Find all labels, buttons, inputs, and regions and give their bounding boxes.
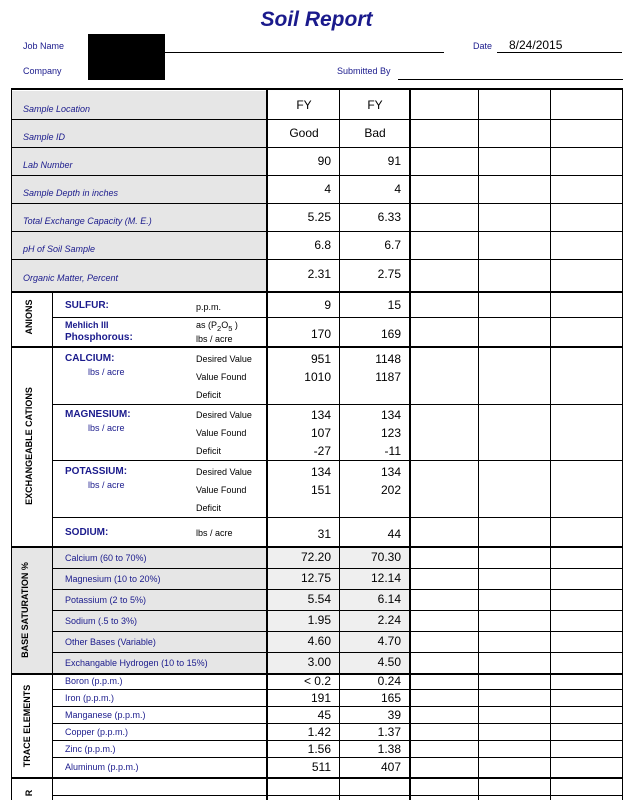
col-divider-3: [478, 88, 479, 800]
sample-id-label: Sample ID: [23, 132, 66, 142]
row-line: [52, 589, 622, 590]
job-name-line: [88, 52, 444, 53]
potassium-label: POTASSIUM:: [65, 466, 128, 477]
magnesium-desired-v2: 134: [380, 408, 401, 422]
trace-element-label: Zinc (p.p.m.): [65, 744, 116, 754]
trace-element-v1: 45: [317, 708, 331, 722]
calcium-deficit-label: Deficit: [196, 390, 222, 400]
redacted-block: [88, 34, 165, 80]
phos-unit-prefix: as (P: [196, 320, 218, 330]
calcium-found-v1: 1010: [304, 370, 331, 384]
base-saturation-label: Sodium (.5 to 3%): [65, 616, 138, 626]
row-line: [11, 259, 622, 260]
magnesium-found-v2: 123: [380, 426, 401, 440]
tec-v1: 5.25: [307, 210, 331, 224]
row-line: [52, 706, 622, 707]
sample-location-label: Sample Location: [23, 104, 91, 114]
sodium-label: SODIUM:: [65, 527, 109, 538]
magnesium-found-label: Value Found: [196, 428, 247, 438]
date-value: 8/24/2015: [509, 38, 563, 52]
table-top-border: [11, 88, 622, 90]
trace-element-label: Iron (p.p.m.): [65, 693, 115, 703]
base-saturation-v2: 4.70: [377, 634, 401, 648]
row-line: [11, 147, 622, 148]
phos-v2: 169: [380, 327, 401, 341]
potassium-found-v1: 151: [310, 483, 331, 497]
organic-label: Organic Matter, Percent: [23, 273, 119, 283]
footer-side-label: R: [24, 789, 34, 797]
row-line: [52, 568, 622, 569]
trace-element-v2: 1.38: [377, 742, 401, 756]
trace-element-v2: 407: [380, 760, 401, 774]
calcium-desired-v1: 951: [310, 352, 331, 366]
sample-id-v1: Good: [289, 126, 319, 140]
base-saturation-v1: 12.75: [300, 571, 331, 585]
section-line: [11, 346, 622, 348]
col-divider-2: [409, 88, 411, 800]
potassium-found-label: Value Found: [196, 485, 247, 495]
tec-label: Total Exchange Capacity (M. E.): [23, 216, 152, 226]
row-line: [11, 175, 622, 176]
base-saturation-v1: 72.20: [300, 550, 331, 564]
calcium-desired-v2: 1148: [375, 352, 401, 366]
magnesium-deficit-v1: -27: [313, 444, 331, 458]
ph-v2: 6.7: [384, 238, 401, 252]
table-right-border: [622, 88, 623, 800]
base-saturation-v2: 6.14: [377, 592, 401, 606]
potassium-desired-v1: 134: [310, 465, 331, 479]
report-title: Soil Report: [260, 8, 373, 31]
trace-element-v1: 1.56: [307, 742, 331, 756]
base-saturation-label: Potassium (2 to 5%): [65, 595, 147, 605]
base-saturation-label: Calcium (60 to 70%): [65, 553, 147, 563]
sulfur-v1: 9: [324, 298, 331, 312]
phos-o: O: [221, 320, 229, 330]
base-saturation-label: Exchangable Hydrogen (10 to 15%): [65, 658, 208, 668]
magnesium-desired-v1: 134: [310, 408, 331, 422]
magnesium-label: MAGNESIUM:: [65, 409, 131, 420]
trace-element-v1: < 0.2: [303, 674, 331, 688]
trace-element-v2: 39: [387, 708, 401, 722]
date-label: Date: [473, 41, 493, 51]
base-saturation-v2: 70.30: [370, 550, 401, 564]
organic-v2: 2.75: [377, 267, 401, 281]
submitted-by-line: [398, 79, 623, 80]
magnesium-deficit-v2: -11: [384, 444, 401, 458]
base-saturation-v1: 5.54: [307, 592, 331, 606]
row-line: [52, 517, 622, 518]
sample-id-v2: Bad: [364, 126, 386, 140]
row-line: [52, 795, 622, 796]
row-line: [52, 757, 622, 758]
base-saturation-side-label: BASE SATURATION %: [20, 562, 30, 658]
calcium-desired-label: Desired Value: [196, 354, 252, 364]
sodium-v2: 44: [387, 527, 401, 541]
lab-number-v2: 91: [387, 154, 401, 168]
trace-element-label: Aluminum (p.p.m.): [65, 762, 139, 772]
base-saturation-label: Other Bases (Variable): [65, 637, 156, 647]
calcium-found-label: Value Found: [196, 372, 247, 382]
base-saturation-label: Magnesium (10 to 20%): [65, 574, 161, 584]
potassium-lbs: lbs / acre: [88, 480, 125, 490]
submitted-by-label: Submitted By: [337, 66, 391, 76]
base-saturation-v1: 1.95: [307, 613, 331, 627]
date-line: [497, 52, 622, 53]
trace-element-v1: 1.42: [307, 725, 331, 739]
magnesium-deficit-label: Deficit: [196, 446, 222, 456]
trace-element-label: Boron (p.p.m.): [65, 676, 123, 686]
calcium-found-v2: 1187: [375, 370, 401, 384]
sodium-v1: 31: [317, 527, 331, 541]
phos-sub-5: 5: [228, 323, 233, 333]
row-line: [11, 231, 622, 232]
anions-side-label: ANIONS: [24, 299, 34, 335]
magnesium-desired-label: Desired Value: [196, 410, 252, 420]
phos-sub-2: 2: [217, 323, 222, 333]
magnesium-lbs: lbs / acre: [88, 423, 125, 433]
ph-label: pH of Soil Sample: [23, 244, 96, 254]
sample-depth-v1: 4: [324, 182, 331, 196]
row-line: [52, 404, 622, 405]
sample-depth-label: Sample Depth in inches: [23, 188, 119, 198]
section-line: [11, 291, 622, 293]
row-line: [52, 723, 622, 724]
row-line: [52, 631, 622, 632]
row-line: [52, 610, 622, 611]
row-line: [52, 317, 622, 318]
mehlich-label: Mehlich III: [65, 320, 109, 330]
trace-element-v2: 165: [380, 691, 401, 705]
sample-depth-v2: 4: [394, 182, 401, 196]
sample-location-v1: FY: [296, 98, 312, 112]
row-line: [52, 689, 622, 690]
lab-number-label: Lab Number: [23, 160, 73, 170]
sulfur-unit: p.p.m.: [196, 302, 222, 312]
trace-element-v2: 0.24: [377, 674, 401, 688]
row-line: [52, 460, 622, 461]
base-saturation-v2: 2.24: [377, 613, 401, 627]
potassium-deficit-label: Deficit: [196, 503, 222, 513]
potassium-desired-v2: 134: [380, 465, 401, 479]
row-line: [11, 203, 622, 204]
potassium-found-v2: 202: [380, 483, 401, 497]
organic-v1: 2.31: [307, 267, 331, 281]
trace-element-v1: 511: [311, 760, 331, 774]
phos-unit-lbs: lbs / acre: [196, 334, 233, 344]
calcium-label: CALCIUM:: [65, 353, 115, 364]
col-divider-4: [550, 88, 551, 800]
tec-v2: 6.33: [377, 210, 401, 224]
trace-element-label: Copper (p.p.m.): [65, 727, 129, 737]
trace-elements-side-label: TRACE ELEMENTS: [22, 684, 32, 768]
base-saturation-v2: 12.14: [370, 571, 401, 585]
sulfur-label: SULFUR:: [65, 300, 109, 311]
calcium-lbs: lbs / acre: [88, 367, 125, 377]
section-line: [11, 546, 622, 548]
company-label: Company: [23, 66, 62, 76]
row-line: [52, 652, 622, 653]
phosphorous-label: Phosphorous:: [65, 332, 133, 343]
sodium-unit: lbs / acre: [196, 528, 233, 538]
magnesium-found-v1: 107: [310, 426, 331, 440]
trace-element-v1: 191: [310, 691, 331, 705]
table-left-border: [11, 88, 12, 800]
trace-element-v2: 1.37: [377, 725, 401, 739]
base-saturation-v1: 4.60: [307, 634, 331, 648]
phos-v1: 170: [310, 327, 331, 341]
phos-close: ): [232, 320, 238, 330]
sulfur-v2: 15: [387, 298, 401, 312]
base-saturation-v1: 3.00: [307, 655, 331, 669]
base-saturation-v2: 4.50: [377, 655, 401, 669]
section-line: [11, 777, 622, 779]
row-line: [11, 119, 622, 120]
row-line: [52, 740, 622, 741]
sample-location-v2: FY: [367, 98, 383, 112]
potassium-desired-label: Desired Value: [196, 467, 252, 477]
job-name-label: Job Name: [23, 41, 65, 51]
trace-element-label: Manganese (p.p.m.): [65, 710, 146, 720]
phos-unit-formula: [196, 320, 238, 333]
lab-number-v1: 90: [317, 154, 331, 168]
cations-side-label: EXCHANGEABLE CATIONS: [24, 387, 34, 505]
ph-v1: 6.8: [314, 238, 331, 252]
